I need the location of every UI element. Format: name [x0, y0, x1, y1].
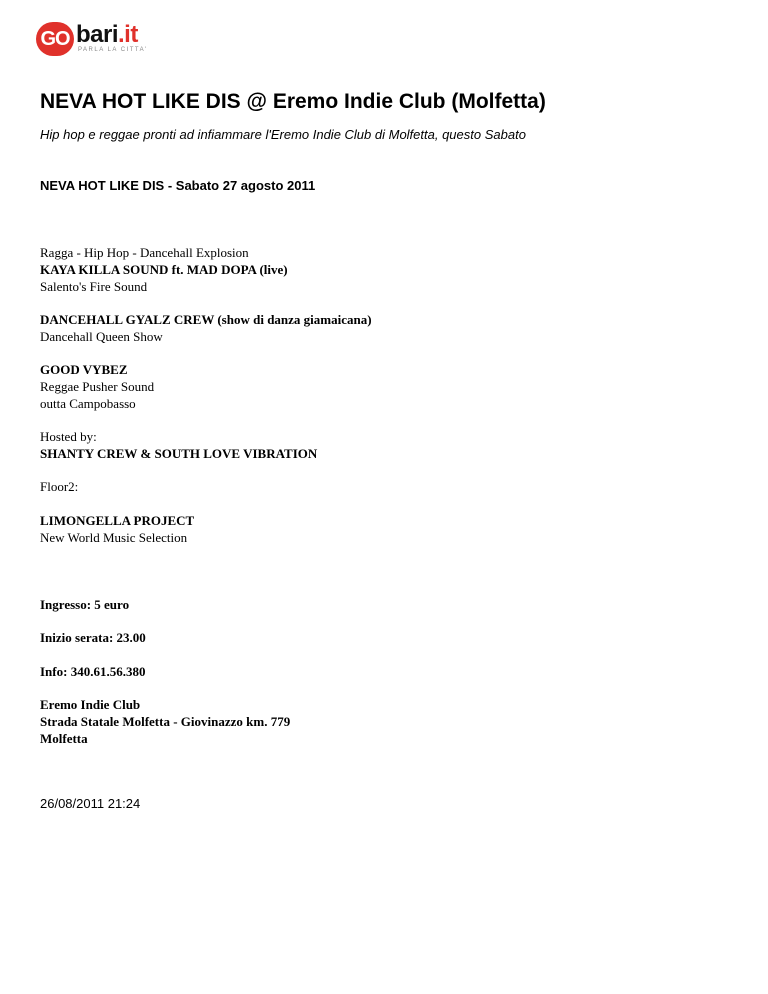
logo-name-text: bari — [76, 21, 119, 48]
hosted-label: Hosted by: — [40, 429, 97, 444]
logo-wordmark — [76, 22, 138, 48]
event-heading: NEVA HOT LIKE DIS - Sabato 27 agosto 2011 — [40, 178, 316, 193]
logo-tld-text: .it — [118, 21, 138, 48]
logo-go-text: GO — [40, 28, 70, 50]
act2-desc: Dancehall Queen Show — [40, 329, 163, 344]
publish-timestamp: 26/08/2011 21:24 — [40, 796, 141, 811]
venue-city: Molfetta — [40, 731, 88, 746]
act3-desc-2: outta Campobasso — [40, 396, 136, 411]
act1-name: KAYA KILLA SOUND ft. MAD DOPA (live) — [40, 262, 288, 277]
venue-address: Strada Statale Molfetta - Giovinazzo km. 779 — [40, 714, 291, 729]
entry-price: Ingresso: 5 euro — [40, 597, 130, 612]
act3-name: GOOD VYBEZ — [40, 362, 128, 377]
hosted-names: SHANTY CREW & SOUTH LOVE VIBRATION — [40, 446, 318, 461]
info-phone: Info: 340.61.56.380 — [40, 664, 146, 679]
act3-desc-1: Reggae Pusher Sound — [40, 379, 155, 394]
act1-desc: Salento's Fire Sound — [40, 279, 148, 294]
act4-name: LIMONGELLA PROJECT — [40, 513, 195, 528]
act2-name: DANCEHALL GYALZ CREW (show di danza giamaicana) — [40, 312, 372, 327]
venue-name: Eremo Indie Club — [40, 697, 141, 712]
act4-desc: New World Music Selection — [40, 530, 188, 545]
logo-go-badge — [36, 22, 74, 56]
logo-tagline: PARLA LA CITTA' — [78, 47, 148, 53]
genre-line: Ragga - Hip Hop - Dancehall Explosion — [40, 245, 249, 260]
floor2-label: Floor2: — [40, 479, 79, 494]
site-logo[interactable] — [36, 22, 176, 56]
article-title: NEVA HOT LIKE DIS @ Eremo Indie Club (Molfetta) — [40, 90, 546, 113]
start-time: Inizio serata: 23.00 — [40, 630, 146, 645]
article-subtitle: Hip hop e reggae pronti ad infiammare l'Eremo Indie Club di Molfetta, questo Sabato — [40, 127, 526, 142]
